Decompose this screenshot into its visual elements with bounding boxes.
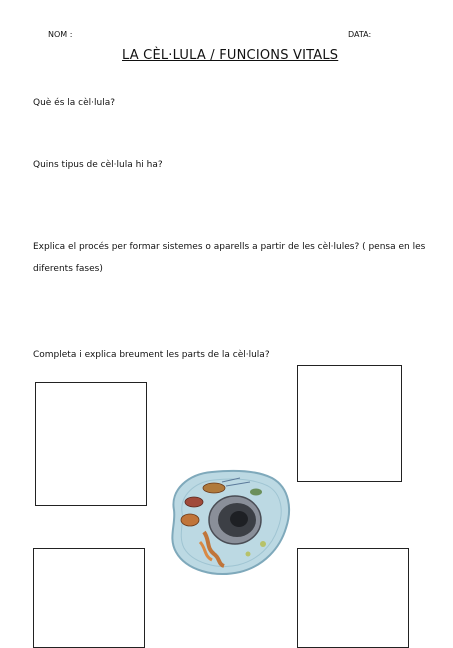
cell-illustration	[160, 462, 296, 580]
nom-label: NOM :	[48, 30, 73, 39]
data-label: DATA:	[348, 30, 372, 39]
question-4: Completa i explica breument les parts de la cèl·lula?	[33, 350, 270, 360]
answer-box-top-left[interactable]	[35, 382, 147, 506]
cell-nucleus	[209, 496, 261, 544]
question-3: Explica el procés per formar sistemes o aparells a partir de les cèl·lules? ( pensa en les diferents fases)	[33, 242, 426, 274]
answer-box-bottom-left[interactable]	[33, 548, 145, 648]
question-1: Què és la cèl·lula?	[33, 98, 115, 108]
question-2: Quins tipus de cèl·lula hi ha?	[33, 160, 163, 170]
page-title: LA CÈL·LULA / FUNCIONS VITALS	[122, 48, 339, 63]
answer-box-top-right[interactable]	[297, 365, 402, 482]
answer-box-bottom-right[interactable]	[297, 548, 409, 648]
